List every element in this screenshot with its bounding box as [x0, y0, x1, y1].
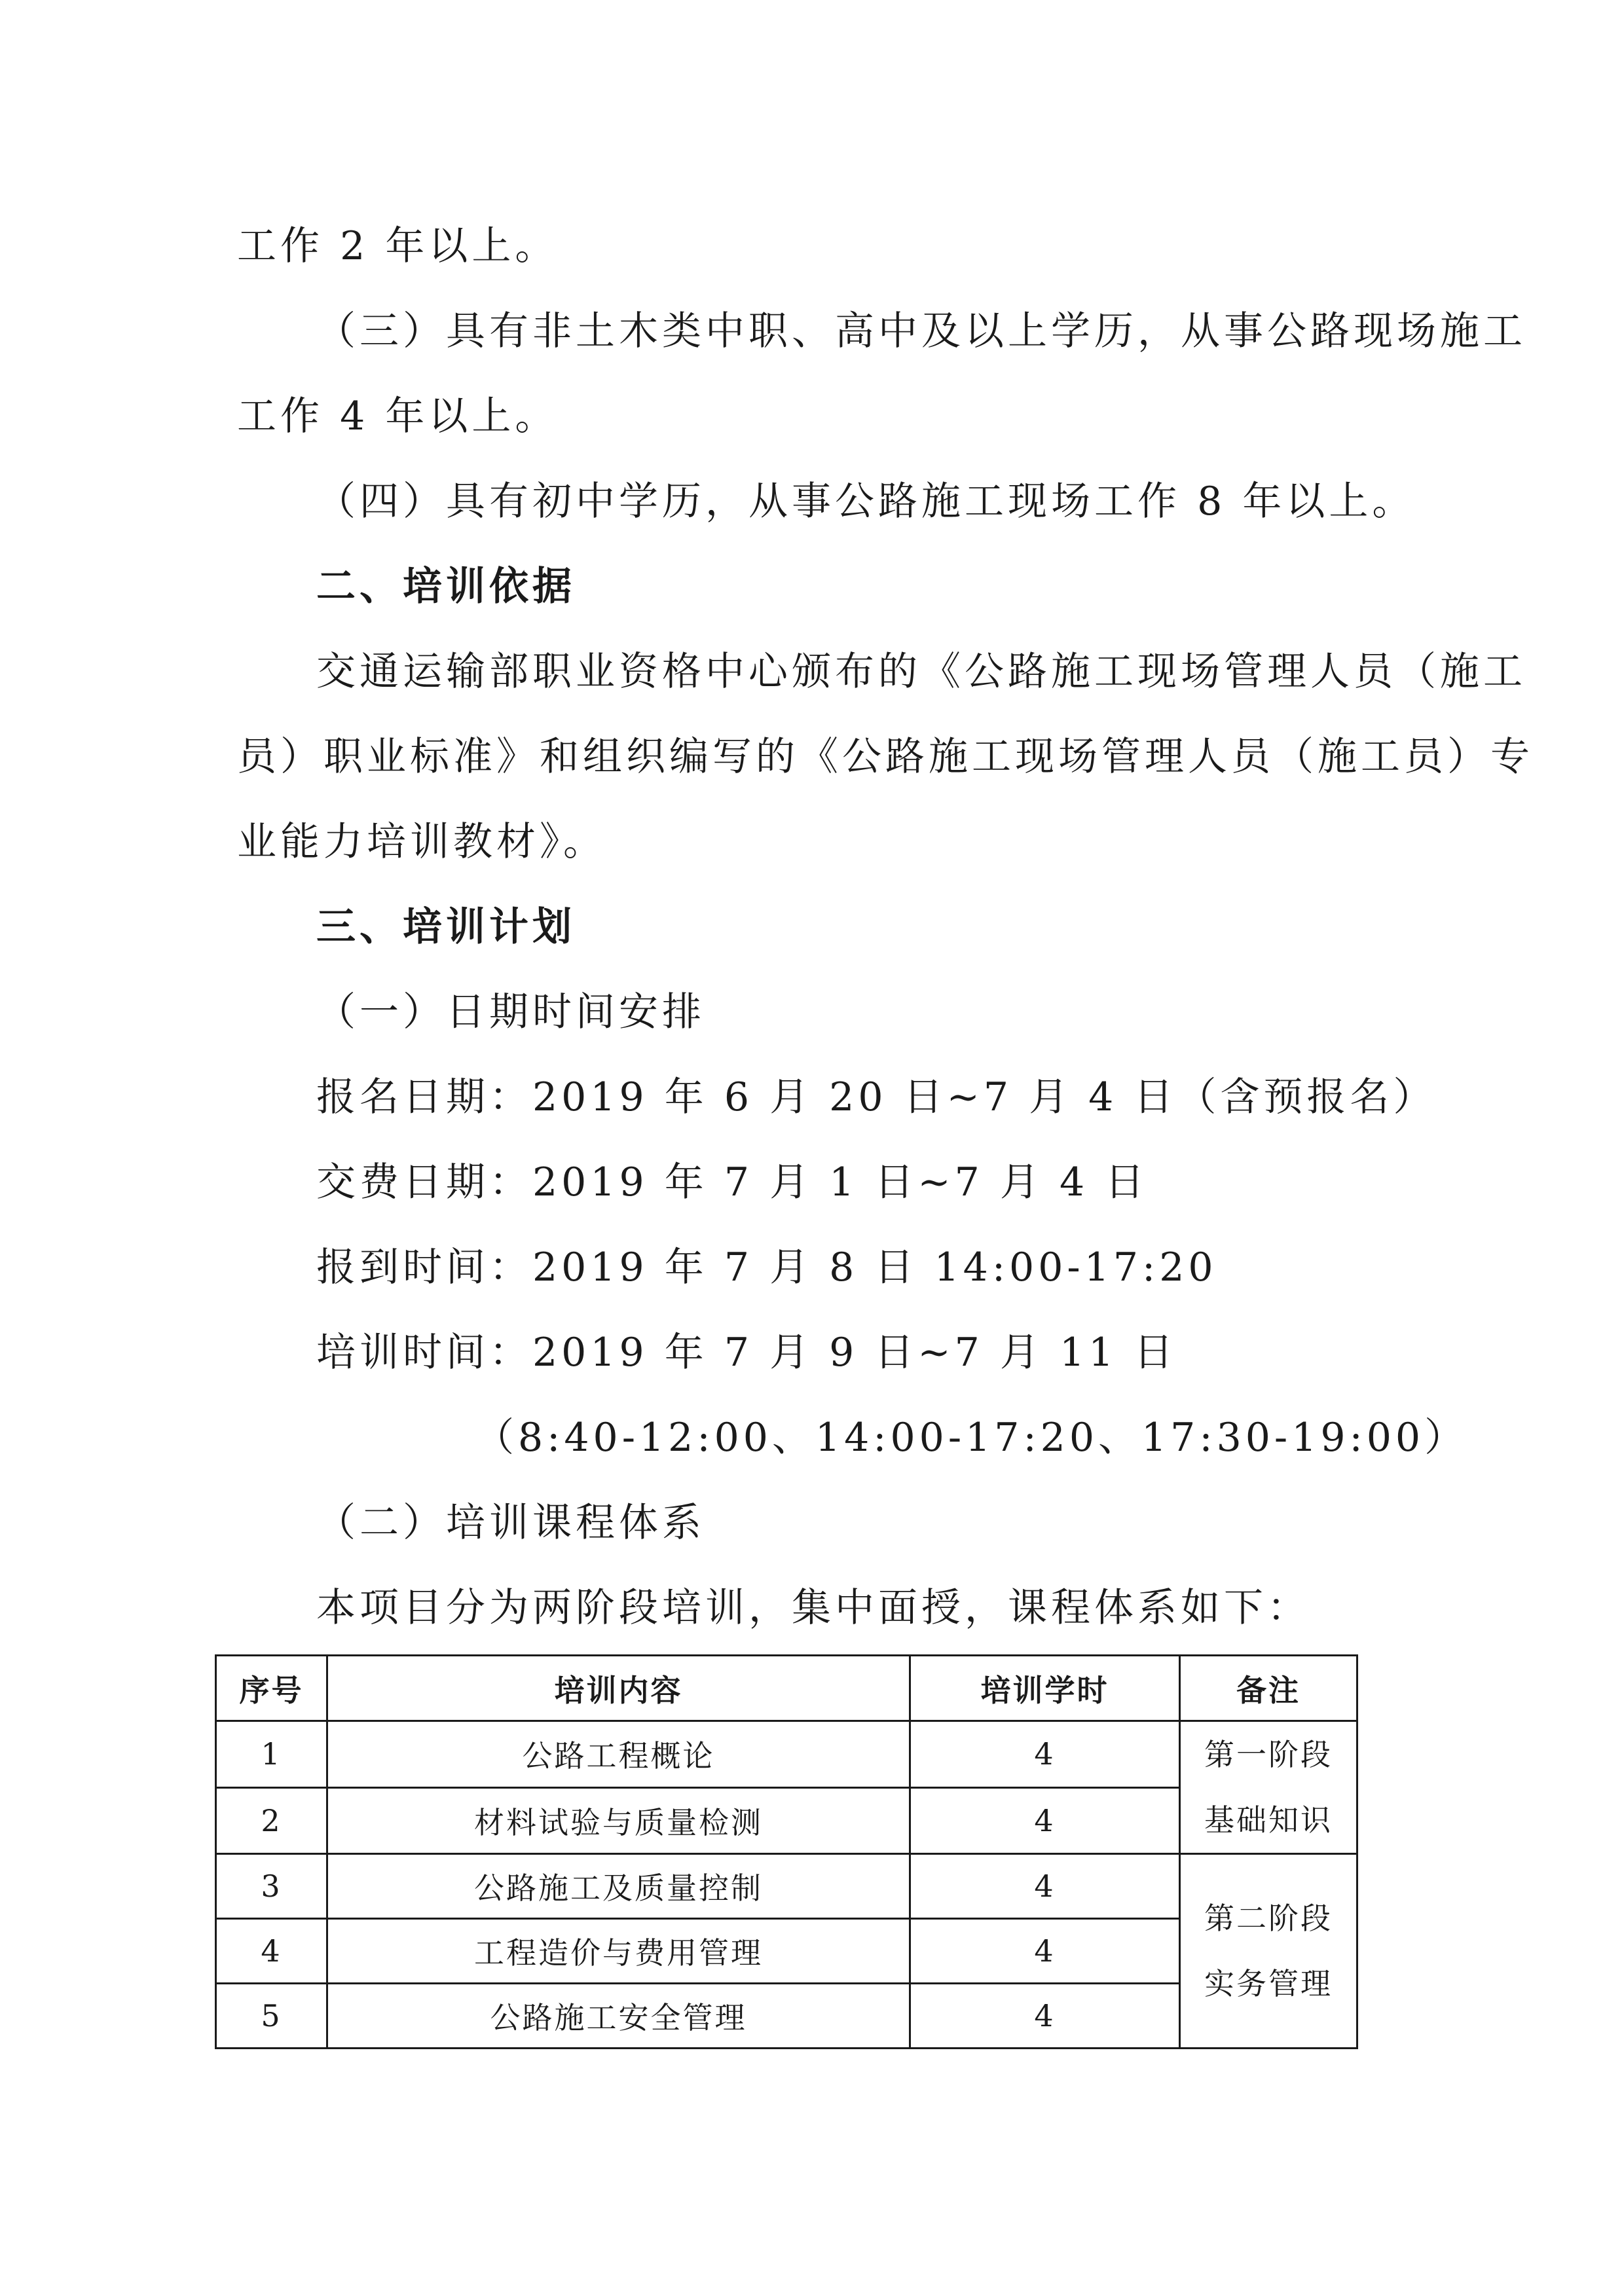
- curriculum-table: [215, 1654, 1358, 2049]
- section-heading-plan: 三、培训计划: [316, 904, 576, 950]
- remark-stage-2-line-1: 第二阶段: [1204, 1901, 1333, 1936]
- registration-date: 报名日期：2019 年 6 月 20 日~7 月 4 日（含预报名）: [316, 1074, 1437, 1120]
- check-in-time: 报到时间：2019 年 7 月 8 日 14:00-17:20: [316, 1245, 1217, 1290]
- table-row: [216, 1854, 1357, 1919]
- qualification-item-3: （三）具有非土木类中职、高中及以上学历，从事公路现场施工: [316, 308, 1526, 354]
- remark-stage-1: [1180, 1721, 1357, 1854]
- basis-paragraph-line-1: 交通运输部职业资格中心颁布的《公路施工现场管理人员（施工: [316, 649, 1526, 695]
- row-content: 材料试验与质量检测: [327, 1787, 910, 1854]
- header-hours: 培训学时: [910, 1656, 1180, 1721]
- remark-stage-1-line-1: 第一阶段: [1204, 1737, 1333, 1772]
- row-no: 2: [216, 1787, 327, 1854]
- remark-stage-2: [1180, 1854, 1357, 2049]
- row-hours: 4: [910, 1854, 1180, 1919]
- subsection-curriculum: （二）培训课程体系: [316, 1500, 705, 1546]
- row-no: 5: [216, 1984, 327, 2049]
- curriculum-intro: 本项目分为两阶段培训，集中面授，课程体系如下：: [316, 1585, 1310, 1631]
- row-content: 公路施工及质量控制: [327, 1854, 910, 1919]
- row-no: 1: [216, 1721, 327, 1788]
- qualification-item-3-cont: 工作 4 年以上。: [237, 393, 559, 439]
- table-header-row: [216, 1656, 1357, 1721]
- training-daily-hours: （8:40-12:00、14:00-17:20、17:30-19:00）: [475, 1415, 1468, 1461]
- remark-stage-1-line-2: 基础知识: [1204, 1802, 1333, 1838]
- payment-date: 交费日期：2019 年 7 月 1 日~7 月 4 日: [316, 1159, 1149, 1205]
- row-hours: 4: [910, 1721, 1180, 1788]
- basis-paragraph-line-3: 业能力培训教材》。: [237, 819, 606, 865]
- row-hours: 4: [910, 1919, 1180, 1984]
- row-content: 公路工程概论: [327, 1721, 910, 1788]
- header-no: 序号: [216, 1656, 327, 1721]
- row-no: 3: [216, 1854, 327, 1919]
- header-remarks: 备注: [1180, 1656, 1357, 1721]
- row-content: 工程造价与费用管理: [327, 1919, 910, 1984]
- row-hours: 4: [910, 1984, 1180, 2049]
- remark-stage-2-line-2: 实务管理: [1204, 1966, 1333, 2001]
- header-content: 培训内容: [327, 1656, 910, 1721]
- basis-paragraph-line-2: 员）职业标准》和组织编写的《公路施工现场管理人员（施工员）专: [237, 734, 1534, 780]
- training-time: 培训时间：2019 年 7 月 9 日~7 月 11 日: [316, 1330, 1177, 1376]
- section-heading-basis: 二、培训依据: [316, 564, 576, 610]
- subsection-schedule: （一）日期时间安排: [316, 989, 705, 1035]
- qualification-item-4: （四）具有初中学历，从事公路施工现场工作 8 年以上。: [316, 479, 1416, 524]
- table-row: [216, 1721, 1357, 1788]
- row-content: 公路施工安全管理: [327, 1984, 910, 2049]
- row-hours: 4: [910, 1787, 1180, 1854]
- continuation-line: 工作 2 年以上。: [237, 223, 559, 269]
- row-no: 4: [216, 1919, 327, 1984]
